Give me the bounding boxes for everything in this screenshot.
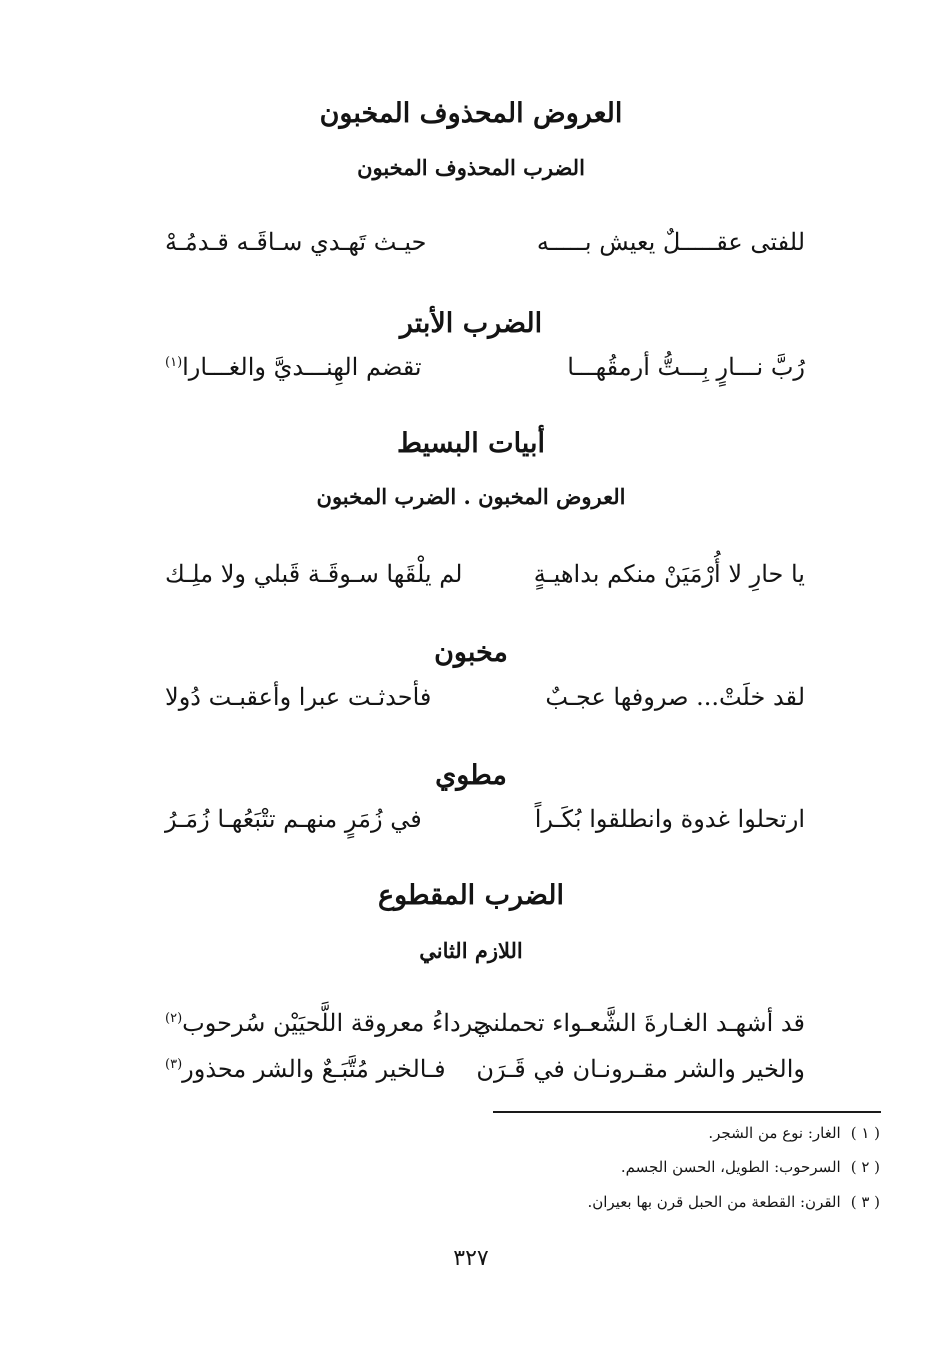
verse-line <box>165 683 805 723</box>
section-heading: الضرب الأبتر <box>399 308 543 339</box>
footnote-text: الغار: نوع من الشجر. <box>708 1124 841 1142</box>
verse-second-hemistich <box>165 683 431 711</box>
verse-line <box>165 353 805 393</box>
verse-second-hemistich-text: في زُمَرٍ منهـم تتْبَعُهـا زُمَـرُ <box>165 805 422 833</box>
verse-second-hemistich <box>165 1055 446 1083</box>
footnote-marker: (٣) <box>165 1057 183 1072</box>
footnote-number: ( ١ ) <box>850 1124 880 1142</box>
footnote-text: القرن: القطعة من الحبل قرن بها بعيران. <box>587 1193 841 1211</box>
verse-first-hemistich: والخير والشر مقـرونـان في قَـرَن <box>476 1055 805 1083</box>
footnote-number: ( ٢ ) <box>850 1158 880 1176</box>
footnote-divider <box>493 1111 881 1113</box>
verse-second-hemistich <box>165 1009 489 1037</box>
verse-line <box>165 560 805 600</box>
verse-second-hemistich-text: فأحدثـت عبرا وأعقبـت دُولا <box>165 683 432 711</box>
verse-line <box>165 228 805 268</box>
verse-first-hemistich: قد أشهـد الغـارةَ الشَّعـواء تحملني <box>473 1009 805 1037</box>
verse-first-hemistich: رُبَّ نـــارٍ بِـــتُّ أرمقُهـــا <box>567 353 805 381</box>
section-heading: مطوي <box>435 760 507 791</box>
verse-first-hemistich: للفتى عقـــــلٌ يعيش بـــــه <box>536 228 805 256</box>
footnote-marker: (٢) <box>165 1011 183 1026</box>
verse-second-hemistich-text: حيـث تَهـدي سـاقَـه قـدمُـهْ <box>165 228 427 256</box>
verse-second-hemistich-text: جرداءُ معروقة اللَّحيَيْن سُرحوب <box>182 1009 489 1037</box>
verse-second-hemistich <box>165 805 422 833</box>
verse-line <box>165 805 805 845</box>
verse-second-hemistich-text: لم يلْقَها سـوقَـة قَبلي ولا ملِـك <box>165 560 463 588</box>
footnote <box>621 1158 880 1176</box>
verse-second-hemistich <box>165 228 426 256</box>
section-heading: العروض المحذوف المخبون <box>319 98 623 129</box>
subsection-heading: العروض المخبون . الضرب المخبون <box>316 484 626 509</box>
subsection-heading: اللازم الثاني <box>419 938 523 963</box>
subsection-heading: الضرب المحذوف المخبون <box>357 155 585 180</box>
footnote-text: السرحوب: الطويل، الحسن الجسم. <box>620 1158 841 1176</box>
footnote-number: ( ٣ ) <box>850 1193 880 1211</box>
verse-second-hemistich-text: تقضم الهِنـــديَّ والغـــارا <box>182 353 422 381</box>
section-heading: مخبون <box>434 637 508 668</box>
section-heading: أبيات البسيط <box>397 428 545 459</box>
footnote <box>708 1124 880 1142</box>
verse-line <box>165 1055 805 1095</box>
verse-first-hemistich: يا حارِ لا أُرْمَيَنْ منكم بداهيـةٍ <box>533 560 805 588</box>
verse-first-hemistich: لقد خلَتْ... صروفها عجـبٌ <box>545 683 805 711</box>
verse-second-hemistich <box>165 560 462 588</box>
verse-second-hemistich <box>165 353 422 381</box>
footnote-marker: (١) <box>165 355 183 370</box>
verse-first-hemistich: ارتحلوا غدوة وانطلقوا بُكَـراً <box>534 805 805 833</box>
verse-line <box>165 1009 805 1049</box>
page-number: ٣٢٧ <box>453 1246 489 1271</box>
section-heading: الضرب المقطوع <box>377 880 565 911</box>
verse-second-hemistich-text: فـالخير مُتَّبَـعٌ والشر محذور <box>182 1055 446 1083</box>
footnote <box>587 1193 880 1211</box>
